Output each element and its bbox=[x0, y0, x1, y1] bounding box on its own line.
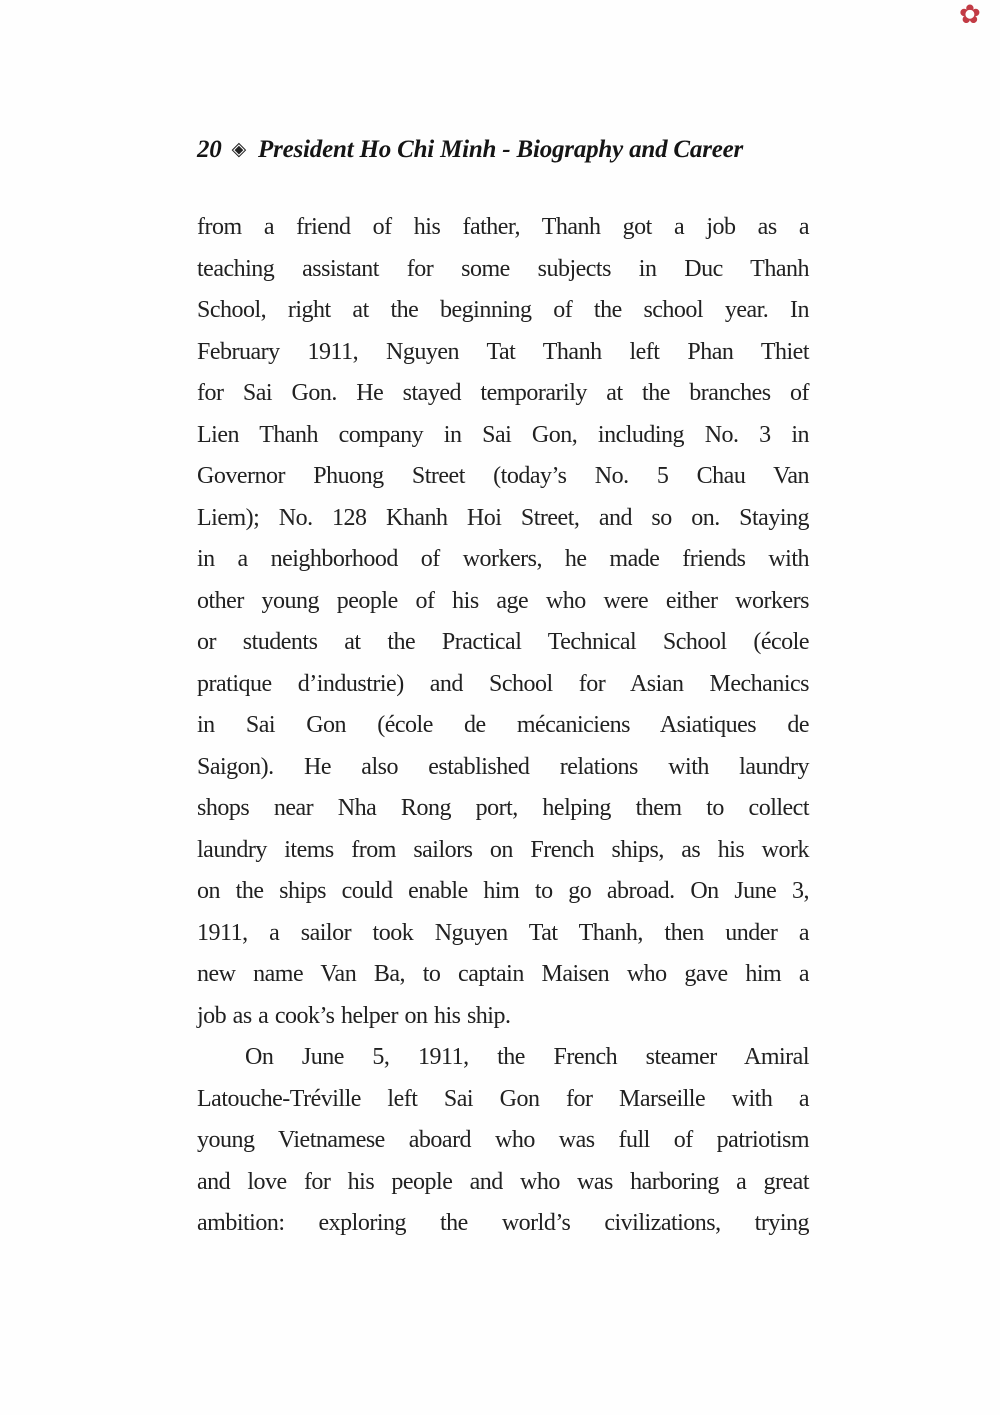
body-line: for Sai Gon. He stayed temporarily at the branches of bbox=[197, 380, 809, 406]
diamond-separator-icon: ◈ bbox=[231, 138, 247, 160]
body-line: 1911, a sailor took Nguyen Tat Thanh, then under a bbox=[197, 919, 809, 946]
body-line: ambition: exploring the world’s civilizations, trying bbox=[197, 1210, 809, 1236]
body-line: Liem); No. 128 Khanh Hoi Street, and so on. Staying bbox=[197, 504, 809, 531]
body-line: from a friend of his father, Thanh got a job as a bbox=[197, 214, 809, 240]
body-line: or students at the Practical Technical School (école bbox=[197, 629, 809, 655]
body-line: young Vietnamese aboard who was full of patriotism bbox=[197, 1127, 809, 1153]
body-line: on the ships could enable him to go abroad. On June 3, bbox=[197, 878, 809, 904]
body-line: and love for his people and who was harboring a great bbox=[197, 1168, 809, 1195]
body-line: February 1911, Nguyen Tat Thanh left Phan Thiet bbox=[197, 338, 809, 365]
body-line: On June 5, 1911, the French steamer Amiral bbox=[245, 1044, 809, 1070]
page-header bbox=[197, 134, 837, 167]
body-line: teaching assistant for some subjects in Duc Thanh bbox=[197, 255, 809, 282]
body-line: Lien Thanh company in Sai Gon, including No. 3 in bbox=[197, 421, 809, 448]
body-line: pratique d’industrie) and School for Asian Mechanics bbox=[197, 670, 809, 697]
body-line: Governor Phuong Street (today’s No. 5 Chau Van bbox=[197, 463, 809, 489]
body-text bbox=[197, 207, 809, 1245]
body-line: other young people of his age who were either workers bbox=[197, 587, 809, 614]
body-line: Saigon). He also established relations with laundry bbox=[197, 753, 809, 780]
body-line: laundry items from sailors on French ships, as his work bbox=[197, 836, 809, 863]
page-number: 20 bbox=[197, 136, 222, 163]
body-line: School, right at the beginning of the school year. In bbox=[197, 297, 809, 323]
body-line: in Sai Gon (école de mécaniciens Asiatiques de bbox=[197, 712, 809, 738]
body-line: new name Van Ba, to captain Maisen who gave him a bbox=[197, 961, 809, 987]
body-line: Latouche-Tréville left Sai Gon for Marseille with a bbox=[197, 1085, 809, 1112]
body-line: shops near Nha Rong port, helping them to collect bbox=[197, 795, 809, 821]
running-header-title: President Ho Chi Minh - Biography and Career bbox=[258, 136, 744, 163]
body-line: in a neighborhood of workers, he made friends with bbox=[197, 546, 809, 572]
body-line: job as a cook’s helper on his ship. bbox=[197, 1002, 511, 1029]
flower-ornament-icon: ✿ bbox=[959, 0, 981, 30]
